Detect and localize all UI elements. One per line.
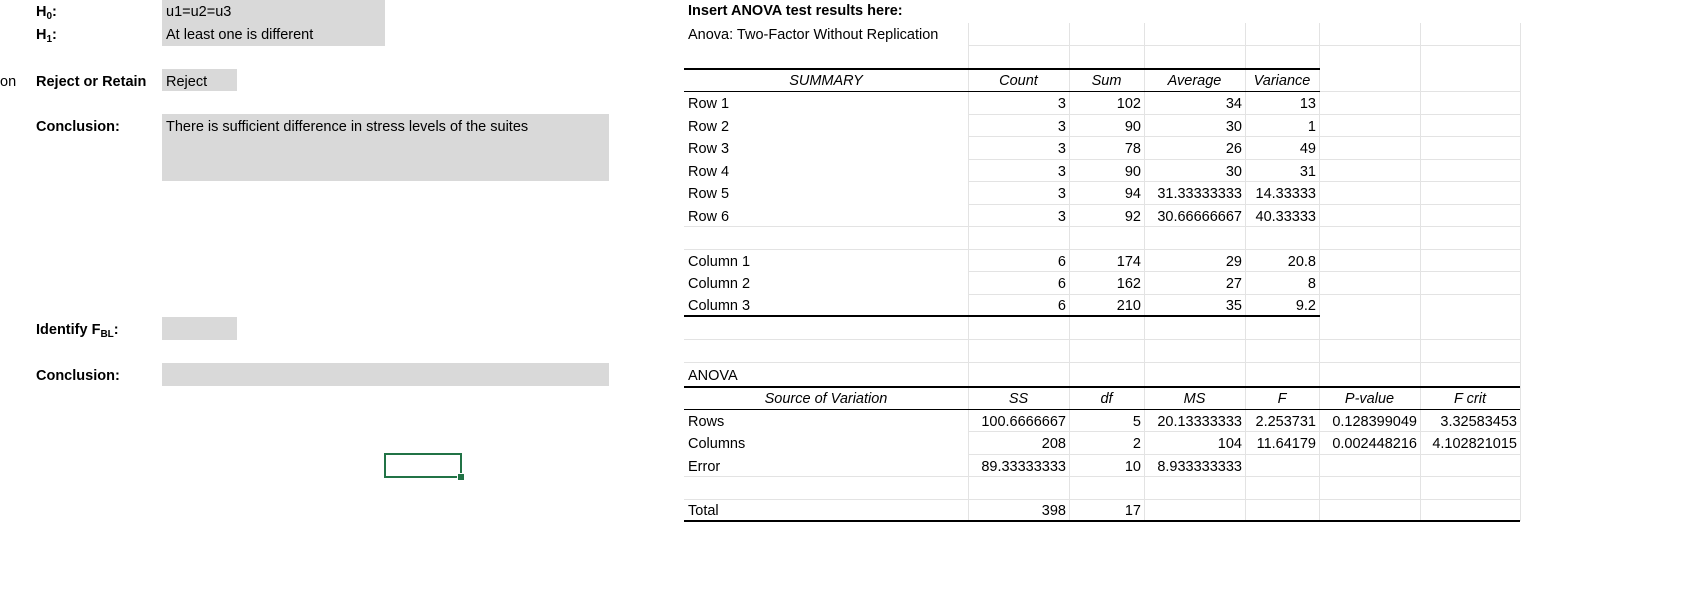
source-cell: Error [688,459,721,475]
active-cell-selection[interactable] [384,453,462,478]
variance-cell: 9.2 [1295,298,1316,314]
ms-cell: 104 [1217,436,1242,452]
ss-cell: 89.33333333 [981,459,1066,475]
p-value-cell: 0.128399049 [1332,414,1417,430]
count-cell: 3 [1057,141,1066,157]
gridline [684,339,1520,340]
count-cell: 6 [1057,276,1066,292]
f-crit-cell: 4.102821015 [1432,436,1517,452]
gridline [1520,23,1521,521]
summary-header: SUMMARY [789,73,863,89]
sum-cell: 210 [1116,298,1141,314]
count-cell: 6 [1057,254,1066,270]
source-cell: Rows [688,414,725,430]
ms-header: MS [1183,391,1206,407]
source-cell: Total [688,503,719,519]
average-cell: 27 [1225,276,1242,292]
h0-value: u1=u2=u3 [166,4,232,20]
average-cell: 30 [1225,164,1242,180]
f-crit-header: F crit [1454,391,1486,407]
row-label: Row 5 [688,186,730,202]
df-cell: 5 [1132,414,1141,430]
source-header: Source of Variation [764,391,888,407]
source-cell: Columns [688,436,746,452]
anova-subtitle: Anova: Two-Factor Without Replication [688,27,939,43]
f-crit-cell: 3.32583453 [1440,414,1517,430]
gridline [684,362,1520,363]
variance-cell: 8 [1307,276,1316,292]
average-cell: 30.66666667 [1157,209,1242,225]
conclusion2-label: Conclusion: [36,368,120,384]
df-cell: 10 [1124,459,1141,475]
sum-cell: 90 [1124,119,1141,135]
h1-value: At least one is different [166,27,314,43]
f-header: F [1277,391,1287,407]
anova-title: ANOVA [688,368,738,384]
average-cell: 31.33333333 [1157,186,1242,202]
h1-label: $H_1$: [36,27,57,45]
sum-cell: 78 [1124,141,1141,157]
count-cell: 3 [1057,119,1066,135]
variance-cell: 13 [1299,96,1316,112]
variance-cell: 40.33333 [1255,209,1316,225]
insert-title: Insert ANOVA test results here: [688,3,903,19]
gridline [968,45,1520,46]
count-cell: 3 [1057,209,1066,225]
conclusion2-cell[interactable] [162,363,609,386]
variance-cell: 31 [1299,164,1316,180]
reject-retain-label: Reject or Retain [36,74,147,90]
average-cell: 26 [1225,141,1242,157]
average-cell: 34 [1225,96,1242,112]
variance-cell: 49 [1299,141,1316,157]
sum-header: Sum [1091,73,1122,89]
h0-label: $H_0$: [36,4,57,22]
average-header: Average [1167,73,1222,89]
average-cell: 35 [1225,298,1242,314]
fill-handle[interactable] [457,473,465,481]
p-value-header: P-value [1344,391,1395,407]
ss-cell: 208 [1041,436,1066,452]
row-label: Row 4 [688,164,730,180]
p-value-cell: 0.002448216 [1332,436,1417,452]
column-label: Column 2 [688,276,751,292]
reject-retain-value: Reject [166,74,208,90]
sum-cell: 162 [1116,276,1141,292]
ss-cell: 100.6666667 [981,414,1066,430]
row-label: Row 3 [688,141,730,157]
row-label: Row 6 [688,209,730,225]
row-label: Row 1 [688,96,730,112]
conclusion-label: Conclusion: [36,119,120,135]
ms-cell: 8.933333333 [1157,459,1242,475]
f-cell: 2.253731 [1255,414,1316,430]
sum-cell: 174 [1116,254,1141,270]
column-label: Column 3 [688,298,751,314]
sum-cell: 92 [1124,209,1141,225]
variance-header: Variance [1253,73,1311,89]
clipped-label: on [0,74,17,90]
f-cell: 11.64179 [1256,436,1316,452]
gridline [684,249,1520,250]
df-cell: 17 [1124,503,1141,519]
ms-cell: 20.13333333 [1157,414,1242,430]
variance-cell: 20.8 [1287,254,1316,270]
count-cell: 3 [1057,186,1066,202]
sum-cell: 90 [1124,164,1141,180]
variance-cell: 1 [1307,119,1316,135]
df-header: df [1100,391,1113,407]
sum-cell: 102 [1116,96,1141,112]
average-cell: 29 [1225,254,1242,270]
variance-cell: 14.33333 [1255,186,1316,202]
ss-cell: 398 [1041,503,1066,519]
column-label: Column 1 [688,254,751,270]
count-header: Count [999,73,1038,89]
df-cell: 2 [1132,436,1141,452]
count-cell: 6 [1057,298,1066,314]
row-label: Row 2 [688,119,730,135]
count-cell: 3 [1057,164,1066,180]
conclusion-value: There is sufficient difference in stress levels of the suites [166,119,529,135]
average-cell: 30 [1225,119,1242,135]
fbl-label: Identify $F_{BL}$: [36,322,119,340]
ss-header: SS [1008,391,1029,407]
count-cell: 3 [1057,96,1066,112]
sum-cell: 94 [1124,186,1141,202]
fbl-cell[interactable] [162,317,237,340]
